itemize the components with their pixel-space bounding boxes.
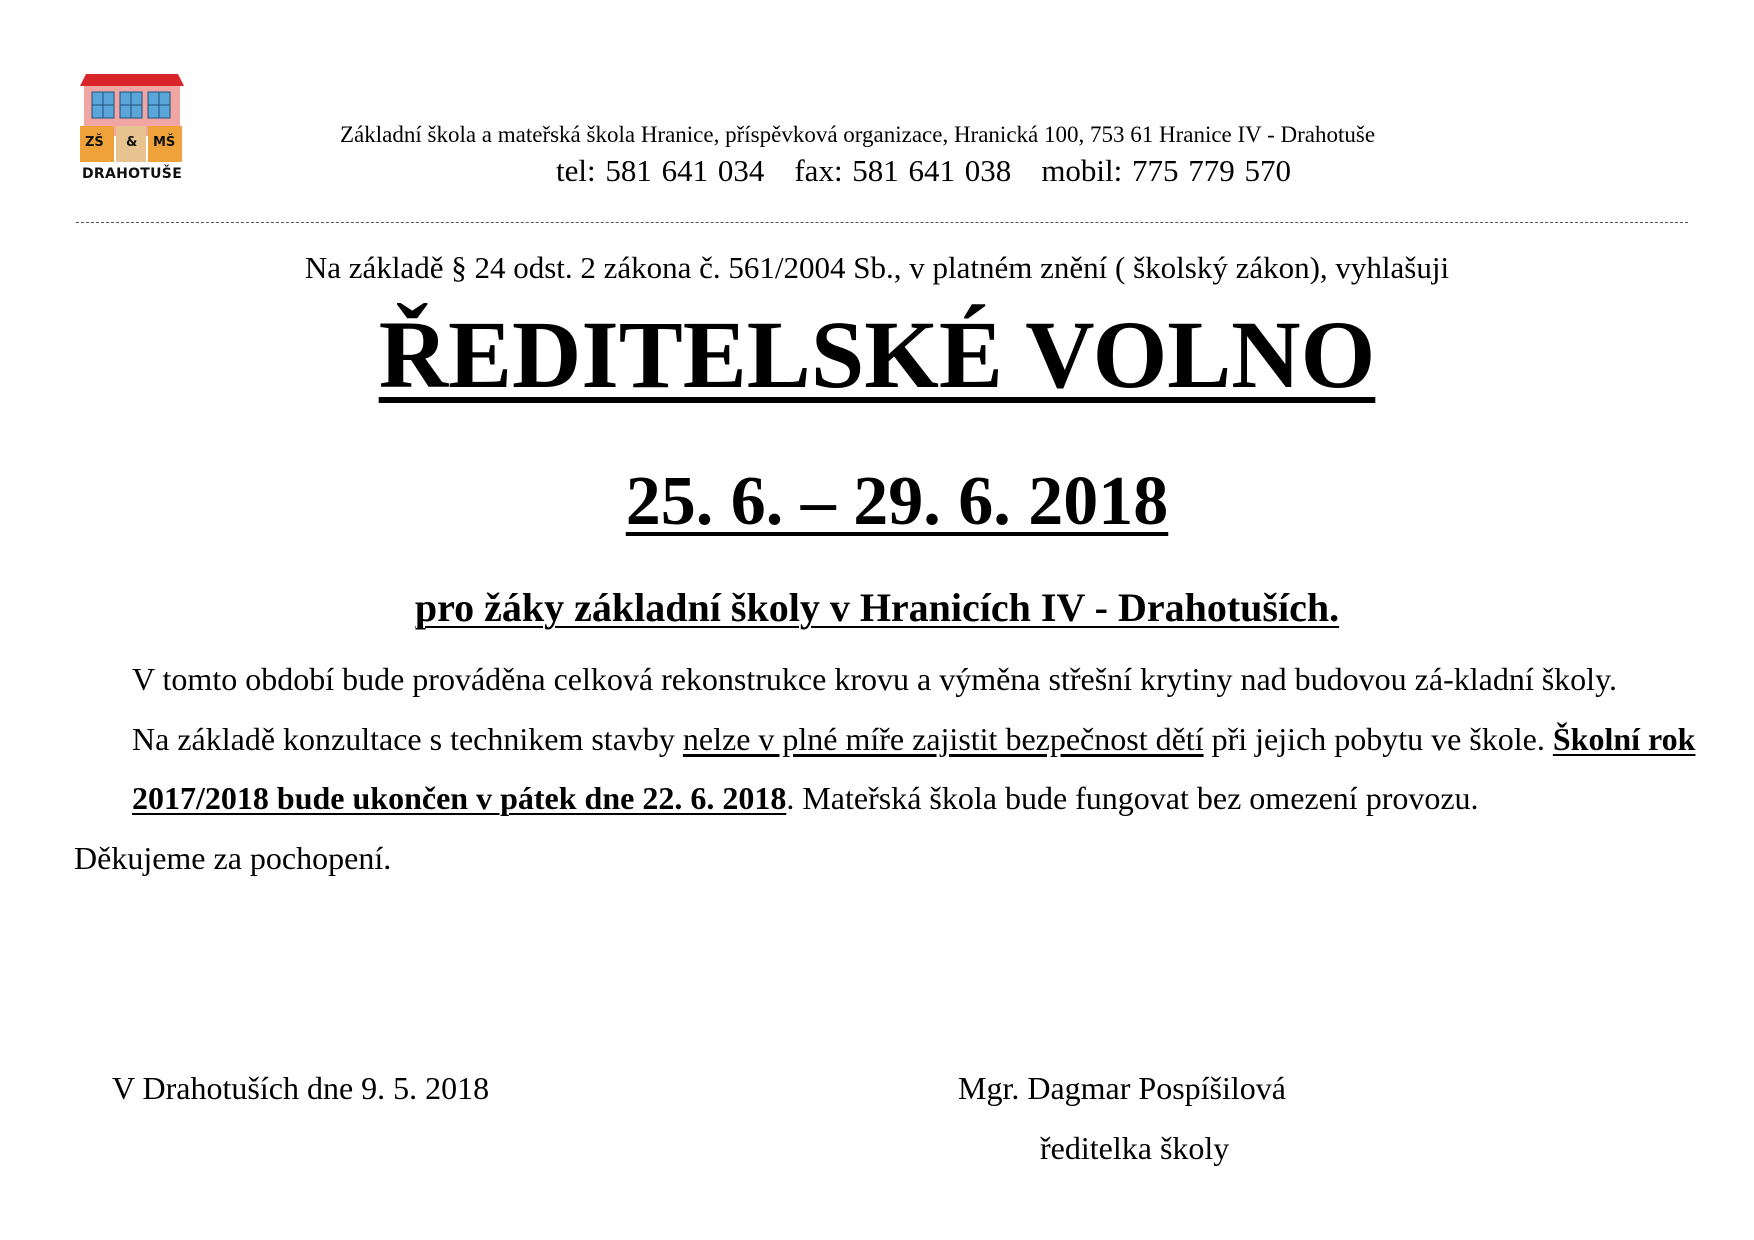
logo-caption: DRAHOTUŠE [81,166,183,182]
safety-text-start: Na základě konzultace s technikem stavby [132,720,683,757]
notice-dates-text: 25. 6. – 29. 6. 2018 [625,463,1169,540]
logo-badge-and: & [126,135,138,150]
logo-badge-zs: ZŠ [85,135,104,150]
school-year-end: Školní rok 2017/2018 bude ukončen v pátek dne 22. 6. 2018 [132,720,1696,816]
logo-badge-ms: MŠ [153,135,176,150]
safety-text-middle: při jejich pobytu ve škole. [1203,720,1553,757]
fax-number: fax: 581 641 038 [794,153,1012,188]
paragraph-reconstruction: V tomto období bude prováděna celková rekonstrukce krovu a výměna střešní krytiny nad budovou zá-kladní školy. [132,661,1617,697]
mobile-number: mobil: 775 779 570 [1041,153,1292,188]
notice-body [74,650,1714,888]
legal-basis-text: Na základě § 24 odst. 2 zákona č. 561/2004 Sb., v platném znění ( školský zákon), vyhlašuji [304,250,1450,285]
organization-address: Základní škola a mateřská škola Hranice, příspěvková organizace, Hranická 100, 753 61 Hranice IV - Drahotuše [340,122,1376,147]
signatory-name: Mgr. Dagmar Pospíšilová [958,1070,1286,1106]
phone-number: tel: 581 641 034 [556,153,765,188]
header-divider [76,222,1688,223]
school-logo [78,74,186,186]
notice-dates [0,462,1754,542]
notice-subtitle: pro žáky základní školy v Hranicích IV - Drahotuších. [414,585,1340,630]
school-building-icon [78,74,186,164]
contact-line [556,153,1291,189]
safety-warning: nelze v plné míře zajistit bezpečnost dětí [682,720,1204,757]
signatory-role: ředitelka školy [1040,1130,1230,1166]
place-and-date: V Drahotuších dne 9. 5. 2018 [112,1070,490,1106]
safety-text-end: . Mateřská škola bude fungovat bez omezení provozu. [786,780,1479,816]
notice-title-text: ŘEDITELSKÉ VOLNO [378,301,1376,408]
thanks-line: Děkujeme za pochopení. [74,839,392,876]
notice-title [0,300,1754,410]
paragraph-safety [74,710,1714,829]
